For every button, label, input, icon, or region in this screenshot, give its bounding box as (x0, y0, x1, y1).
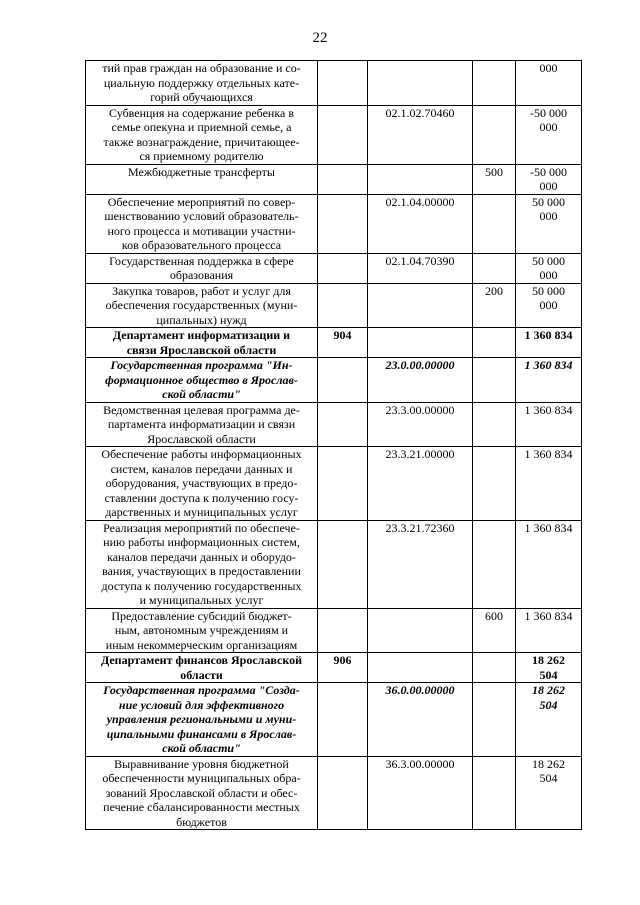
table-row (86, 194, 582, 253)
table-row (86, 164, 582, 194)
row-amount-cell: 1 360 834 (516, 328, 582, 358)
row-name-cell: Предоставление субсидий бюджет- ным, автономным учреждениям и иным некоммерческим организациям (86, 608, 318, 653)
row-amount-cell: 1 360 834 (516, 402, 582, 447)
row-dept-cell: 906 (318, 653, 368, 683)
row-dept-cell (318, 447, 368, 521)
table-row (86, 328, 582, 358)
table-row (86, 61, 582, 106)
row-amount-cell: 1 360 834 (516, 358, 582, 403)
row-amount-cell: 18 262 504 (516, 683, 582, 757)
row-name-cell: Департамент информатизации и связи Ярославской области (86, 328, 318, 358)
row-amount-cell: 50 000 000 (516, 253, 582, 283)
table-row (86, 608, 582, 653)
table-row (86, 358, 582, 403)
row-code-cell (368, 61, 473, 106)
row-amount-cell: 50 000 000 (516, 194, 582, 253)
row-code-cell (368, 653, 473, 683)
row-amount-cell: 000 (516, 61, 582, 106)
table-row (86, 520, 582, 608)
row-name-cell: Обеспечение работы информационных систем, каналов передачи данных и оборудования, участвующих в предо- ставлении доступа к получению госу- дарственных и муниципальных услуг (86, 447, 318, 521)
row-dept-cell (318, 402, 368, 447)
row-name-cell: Выравнивание уровня бюджетной обеспеченности муниципальных обра- зований Ярославской области и обес- печение сбалансированности местных бюджетов (86, 756, 318, 830)
row-dept-cell: 904 (318, 328, 368, 358)
row-code-cell (368, 328, 473, 358)
row-name-cell: Субвенция на содержание ребенка в семье опекуна и приемной семье, а также вознаграждение, причитающее- ся приемному родителю (86, 105, 318, 164)
row-code-cell (368, 608, 473, 653)
table-row (86, 447, 582, 521)
row-type-cell (473, 683, 516, 757)
table-row (86, 105, 582, 164)
row-name-cell: тий прав граждан на образование и со- циальную поддержку отдельных кате- горий обучающихся (86, 61, 318, 106)
row-amount-cell: 1 360 834 (516, 447, 582, 521)
budget-table (85, 60, 582, 830)
row-dept-cell (318, 194, 368, 253)
row-name-cell: Закупка товаров, работ и услуг для обеспечения государственных (муни- ципальных) нужд (86, 283, 318, 328)
row-type-cell (473, 253, 516, 283)
budget-table-body (86, 61, 582, 830)
row-type-cell (473, 447, 516, 521)
row-dept-cell (318, 608, 368, 653)
row-name-cell: Государственная программа "Ин- формационное общество в Ярослав- ской области" (86, 358, 318, 403)
row-dept-cell (318, 164, 368, 194)
row-type-cell (473, 358, 516, 403)
row-type-cell (473, 520, 516, 608)
row-code-cell (368, 164, 473, 194)
table-row (86, 683, 582, 757)
row-code-cell (368, 283, 473, 328)
row-dept-cell (318, 683, 368, 757)
row-dept-cell (318, 253, 368, 283)
row-type-cell (473, 105, 516, 164)
row-dept-cell (318, 358, 368, 403)
row-amount-cell: 18 262 504 (516, 756, 582, 830)
row-name-cell: Ведомственная целевая программа де- партамента информатизации и связи Ярославской области (86, 402, 318, 447)
row-dept-cell (318, 105, 368, 164)
row-name-cell: Межбюджетные трансферты (86, 164, 318, 194)
row-code-cell: 36.3.00.00000 (368, 756, 473, 830)
row-type-cell: 500 (473, 164, 516, 194)
row-type-cell (473, 194, 516, 253)
row-name-cell: Государственная программа "Созда- ние условий для эффективного управления региональными и муни- ципальными финансами в Ярослав- ской области" (86, 683, 318, 757)
page-number: 22 (312, 30, 328, 46)
row-dept-cell (318, 520, 368, 608)
row-code-cell: 02.1.02.70460 (368, 105, 473, 164)
row-amount-cell: 50 000 000 (516, 283, 582, 328)
table-row (86, 253, 582, 283)
row-name-cell: Департамент финансов Ярославской области (86, 653, 318, 683)
row-name-cell: Обеспечение мероприятий по совер- шенствованию условий образователь- ного процесса и мотивации участни- ков образовательного процесса (86, 194, 318, 253)
row-amount-cell: 1 360 834 (516, 520, 582, 608)
row-code-cell: 02.1.04.00000 (368, 194, 473, 253)
row-code-cell: 23.3.21.72360 (368, 520, 473, 608)
row-amount-cell: 1 360 834 (516, 608, 582, 653)
row-amount-cell: 18 262 504 (516, 653, 582, 683)
row-code-cell: 23.0.00.00000 (368, 358, 473, 403)
row-amount-cell: -50 000 000 (516, 164, 582, 194)
row-type-cell (473, 653, 516, 683)
row-dept-cell (318, 756, 368, 830)
row-type-cell: 200 (473, 283, 516, 328)
row-name-cell: Реализация мероприятий по обеспече- нию работы информационных систем, каналов передачи данных и оборудо- вания, участвующих в предоставлении доступа к получению государственных и муниципальных услуг (86, 520, 318, 608)
row-dept-cell (318, 283, 368, 328)
row-name-cell: Государственная поддержка в сфере образования (86, 253, 318, 283)
row-code-cell: 23.3.21.00000 (368, 447, 473, 521)
row-type-cell (473, 756, 516, 830)
row-amount-cell: -50 000 000 (516, 105, 582, 164)
row-code-cell: 23.3.00.00000 (368, 402, 473, 447)
row-type-cell: 600 (473, 608, 516, 653)
table-row (86, 653, 582, 683)
row-dept-cell (318, 61, 368, 106)
row-type-cell (473, 328, 516, 358)
table-row (86, 402, 582, 447)
row-code-cell: 02.1.04.70390 (368, 253, 473, 283)
row-code-cell: 36.0.00.00000 (368, 683, 473, 757)
row-type-cell (473, 402, 516, 447)
table-row (86, 283, 582, 328)
table-row (86, 756, 582, 830)
row-type-cell (473, 61, 516, 106)
